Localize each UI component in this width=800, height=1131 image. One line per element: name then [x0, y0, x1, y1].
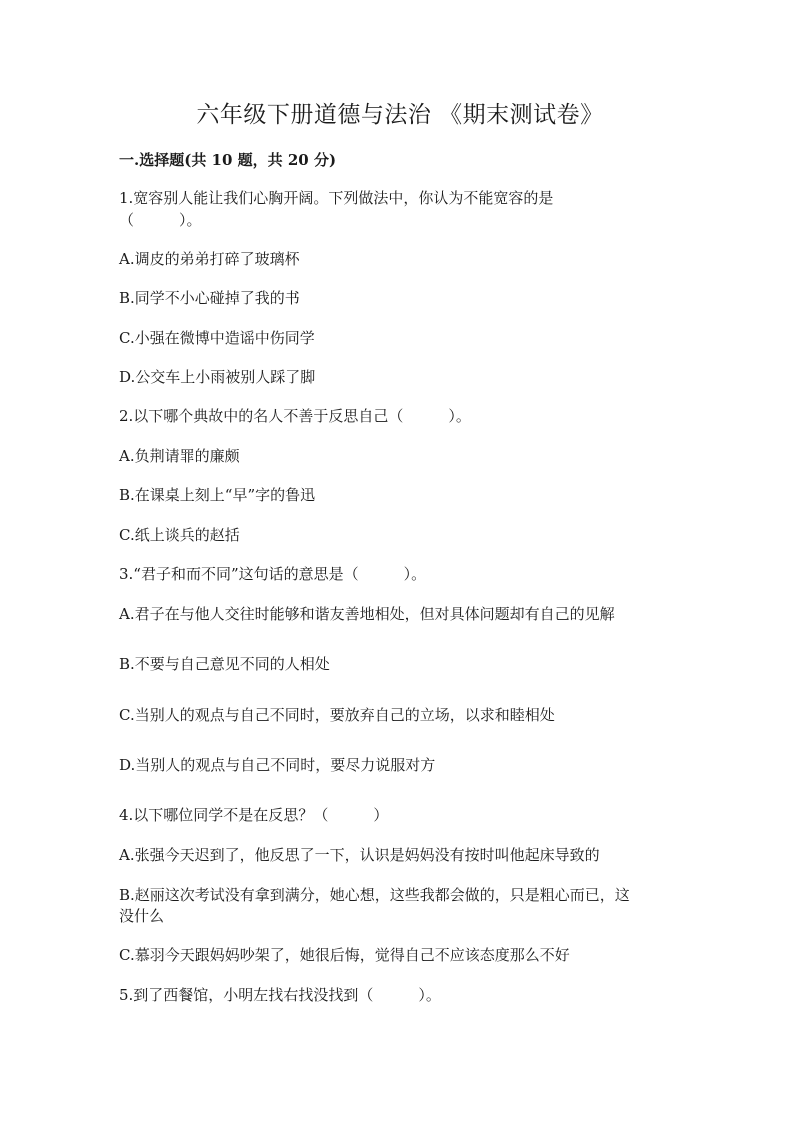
question-1-option-b: B.同学不小心碰掉了我的书	[119, 289, 300, 307]
question-1-option-a: A.调皮的弟弟打碎了玻璃杯	[119, 250, 300, 268]
question-4-stem: 4.以下哪位同学不是在反思？（ ）	[119, 806, 389, 824]
question-2-stem: 2.以下哪个典故中的名人不善于反思自己（ ）。	[119, 407, 471, 425]
page-title: 六年级下册道德与法治 《期末测试卷》	[196, 102, 604, 128]
question-1-option-d: D.公交车上小雨被别人踩了脚	[119, 368, 316, 386]
question-3-option-c: C.当别人的观点与自己不同时，要放弃自己的立场，以求和睦相处	[119, 706, 555, 724]
question-2-option-c: C.纸上谈兵的赵括	[119, 526, 240, 544]
question-3-option-d: D.当别人的观点与自己不同时，要尽力说服对方	[119, 756, 436, 774]
question-4-option-c: C.慕羽今天跟妈妈吵架了，她很后悔，觉得自己不应该态度那么不好	[119, 946, 570, 964]
question-2-option-b: B.在课桌上刻上“早”字的鲁迅	[119, 486, 316, 504]
section-heading: 一.选择题(共 10 题，共 20 分)	[119, 151, 337, 169]
question-2-option-a: A.负荆请罪的廉颇	[119, 447, 240, 465]
question-4-option-b: B.赵丽这次考试没有拿到满分，她心想，这些我都会做的，只是粗心而已，这	[119, 886, 630, 904]
question-3-option-a: A.君子在与他人交往时能够和谐友善地相处，但对具体问题却有自己的见解	[119, 605, 615, 623]
question-3-option-b: B.不要与自己意见不同的人相处	[119, 655, 330, 673]
question-5-stem: 5.到了西餐馆，小明左找右找没找到（ ）。	[119, 986, 441, 1004]
question-1-stem: 1.宽容别人能让我们心胸开阔。下列做法中，你认为不能宽容的是	[119, 189, 554, 207]
question-3-stem: 3.“君子和而不同”这句话的意思是（ ）。	[119, 565, 427, 583]
question-1-option-c: C.小强在微博中造谣中伤同学	[119, 329, 315, 347]
question-4-option-b-cont: 没什么	[119, 907, 165, 925]
question-4-option-a: A.张强今天迟到了，他反思了一下，认识是妈妈没有按时叫他起床导致的	[119, 846, 600, 864]
question-1-blank: （ ）。	[119, 211, 202, 229]
